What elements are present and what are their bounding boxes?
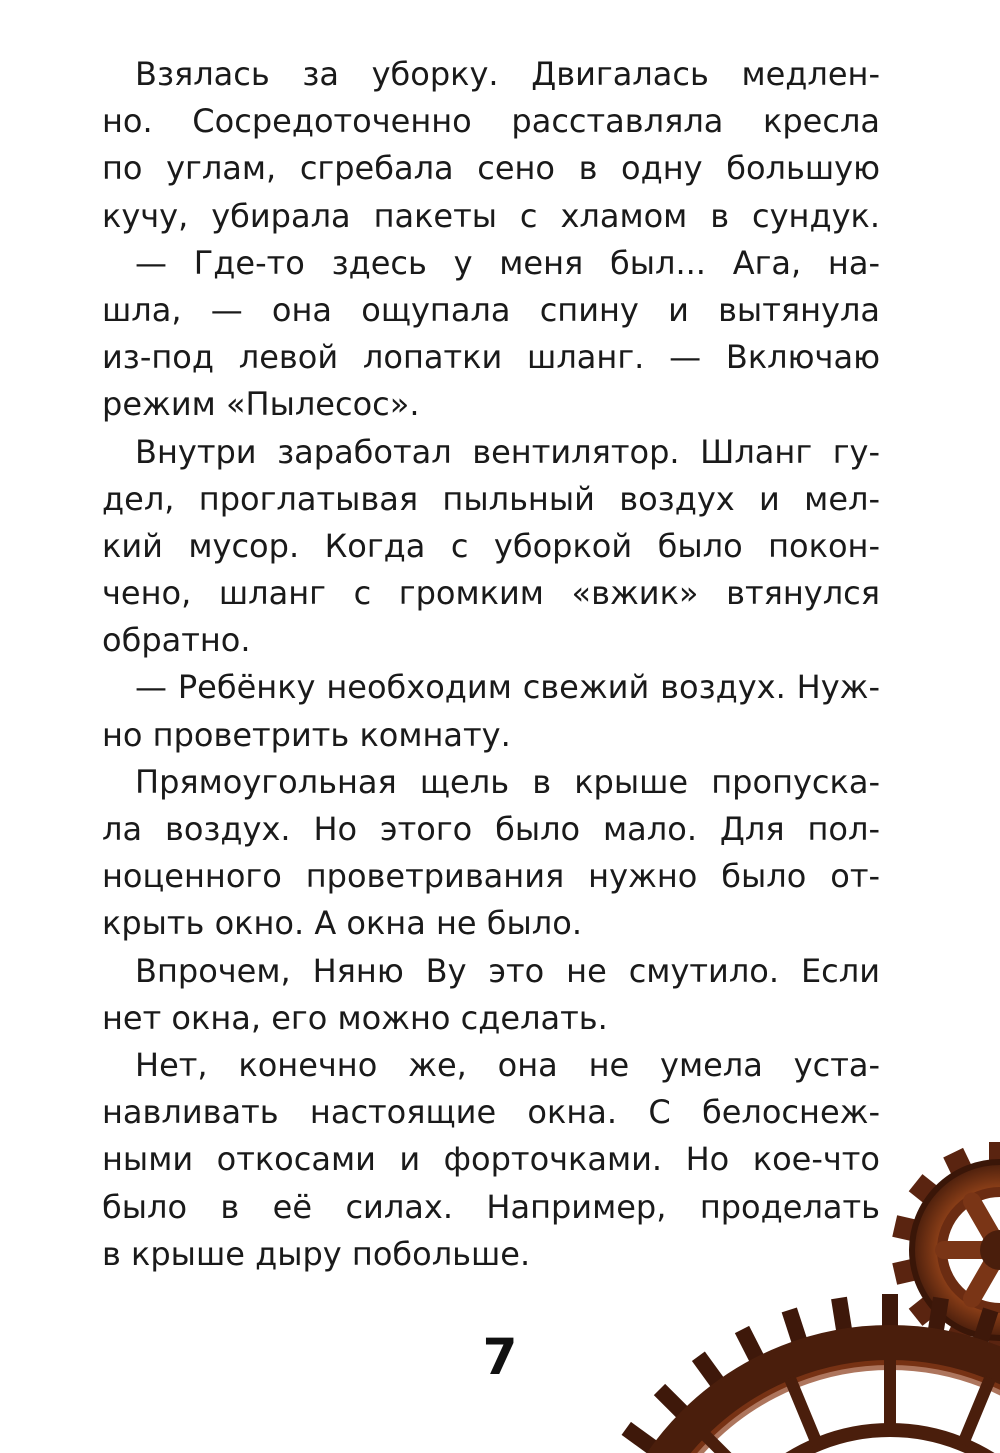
text-line: из-под левой лопатки шланг. — Включаю [102, 338, 880, 377]
large-gear-icon [564, 1294, 1000, 1453]
text-line: кучу, убирала пакеты с хламом в сундук. [102, 196, 880, 235]
text-line: Внутри заработал вентилятор. Шланг гу- [135, 432, 880, 471]
gear-tooth [622, 1422, 664, 1453]
text-line: режим «Пылесос». [102, 385, 420, 424]
text-line: чено, шланг с громким «вжик» втянулся [102, 574, 880, 613]
text-line: но проветрить комнату. [102, 715, 511, 754]
text-line: Впрочем, Няню Ву это не смутило. Если [135, 951, 880, 990]
text-line: нет окна, его можно сделать. [102, 998, 608, 1037]
text-line: но. Сосредоточенно расставляла кресла [102, 102, 880, 141]
gear-tooth [927, 1297, 949, 1339]
text-line: Взялась за уборку. Двигалась медлен- [135, 55, 880, 93]
gear-tooth [882, 1294, 898, 1334]
gear-tooth [735, 1326, 767, 1369]
gear-tooth [654, 1384, 694, 1424]
gear-spoke [963, 1378, 991, 1445]
text-line: ными откосами и форточками. Но кое-что [102, 1140, 880, 1179]
gear-tooth [909, 1174, 945, 1209]
text-line: ла воздух. Но этого было мало. Для пол- [102, 810, 880, 848]
gear-tooth [989, 1330, 1000, 1358]
gear-spoke [790, 1378, 818, 1445]
gear-spoke [972, 1266, 991, 1299]
text-line: Нет, конечно же, она не умела уста- [135, 1045, 880, 1084]
small-gear-icon [892, 1142, 1000, 1358]
text-line: обратно. [102, 621, 251, 660]
gear-tooth [943, 1317, 975, 1352]
text-line: — Ребёнку необходим свежий воздух. Нуж- [135, 668, 880, 707]
gear-tooth [971, 1307, 999, 1350]
page-number: 7 [482, 1328, 518, 1386]
text-line: в крыше дыру побольше. [102, 1234, 531, 1273]
text-line: было в её силах. Например, проделать [102, 1187, 880, 1226]
gear-tooth [989, 1142, 1000, 1170]
text-line: по углам, сгребала сено в одну большую [102, 149, 880, 188]
gear-spoke [972, 1202, 991, 1235]
gear-tooth [892, 1215, 924, 1243]
text-line: навливать настоящие окна. С белоснеж- [102, 1093, 880, 1132]
text-line: крыть окно. А окна не было. [102, 904, 582, 943]
text-line: ноценного проветривания нужно было от- [102, 857, 880, 896]
text-line: кий мусор. Когда с уборкой было покон- [102, 526, 880, 565]
gear-tooth [943, 1148, 975, 1183]
text-line: шла, — она ощупала спину и вытянула [102, 290, 880, 329]
gear-tooth [909, 1291, 945, 1326]
gear-tooth [692, 1352, 728, 1394]
gear-tooth [892, 1257, 924, 1285]
gear-spoke [705, 1435, 756, 1453]
text-line: Прямоугольная щель в крыше пропуска- [135, 762, 880, 801]
gear-tooth [831, 1297, 853, 1339]
text-line: — Где-то здесь у меня был... Ага, на- [135, 243, 880, 282]
page-text [102, 51, 880, 1278]
text-line: дел, проглатывая пыльный воздух и мел- [102, 479, 880, 518]
gear-tooth [782, 1307, 810, 1350]
